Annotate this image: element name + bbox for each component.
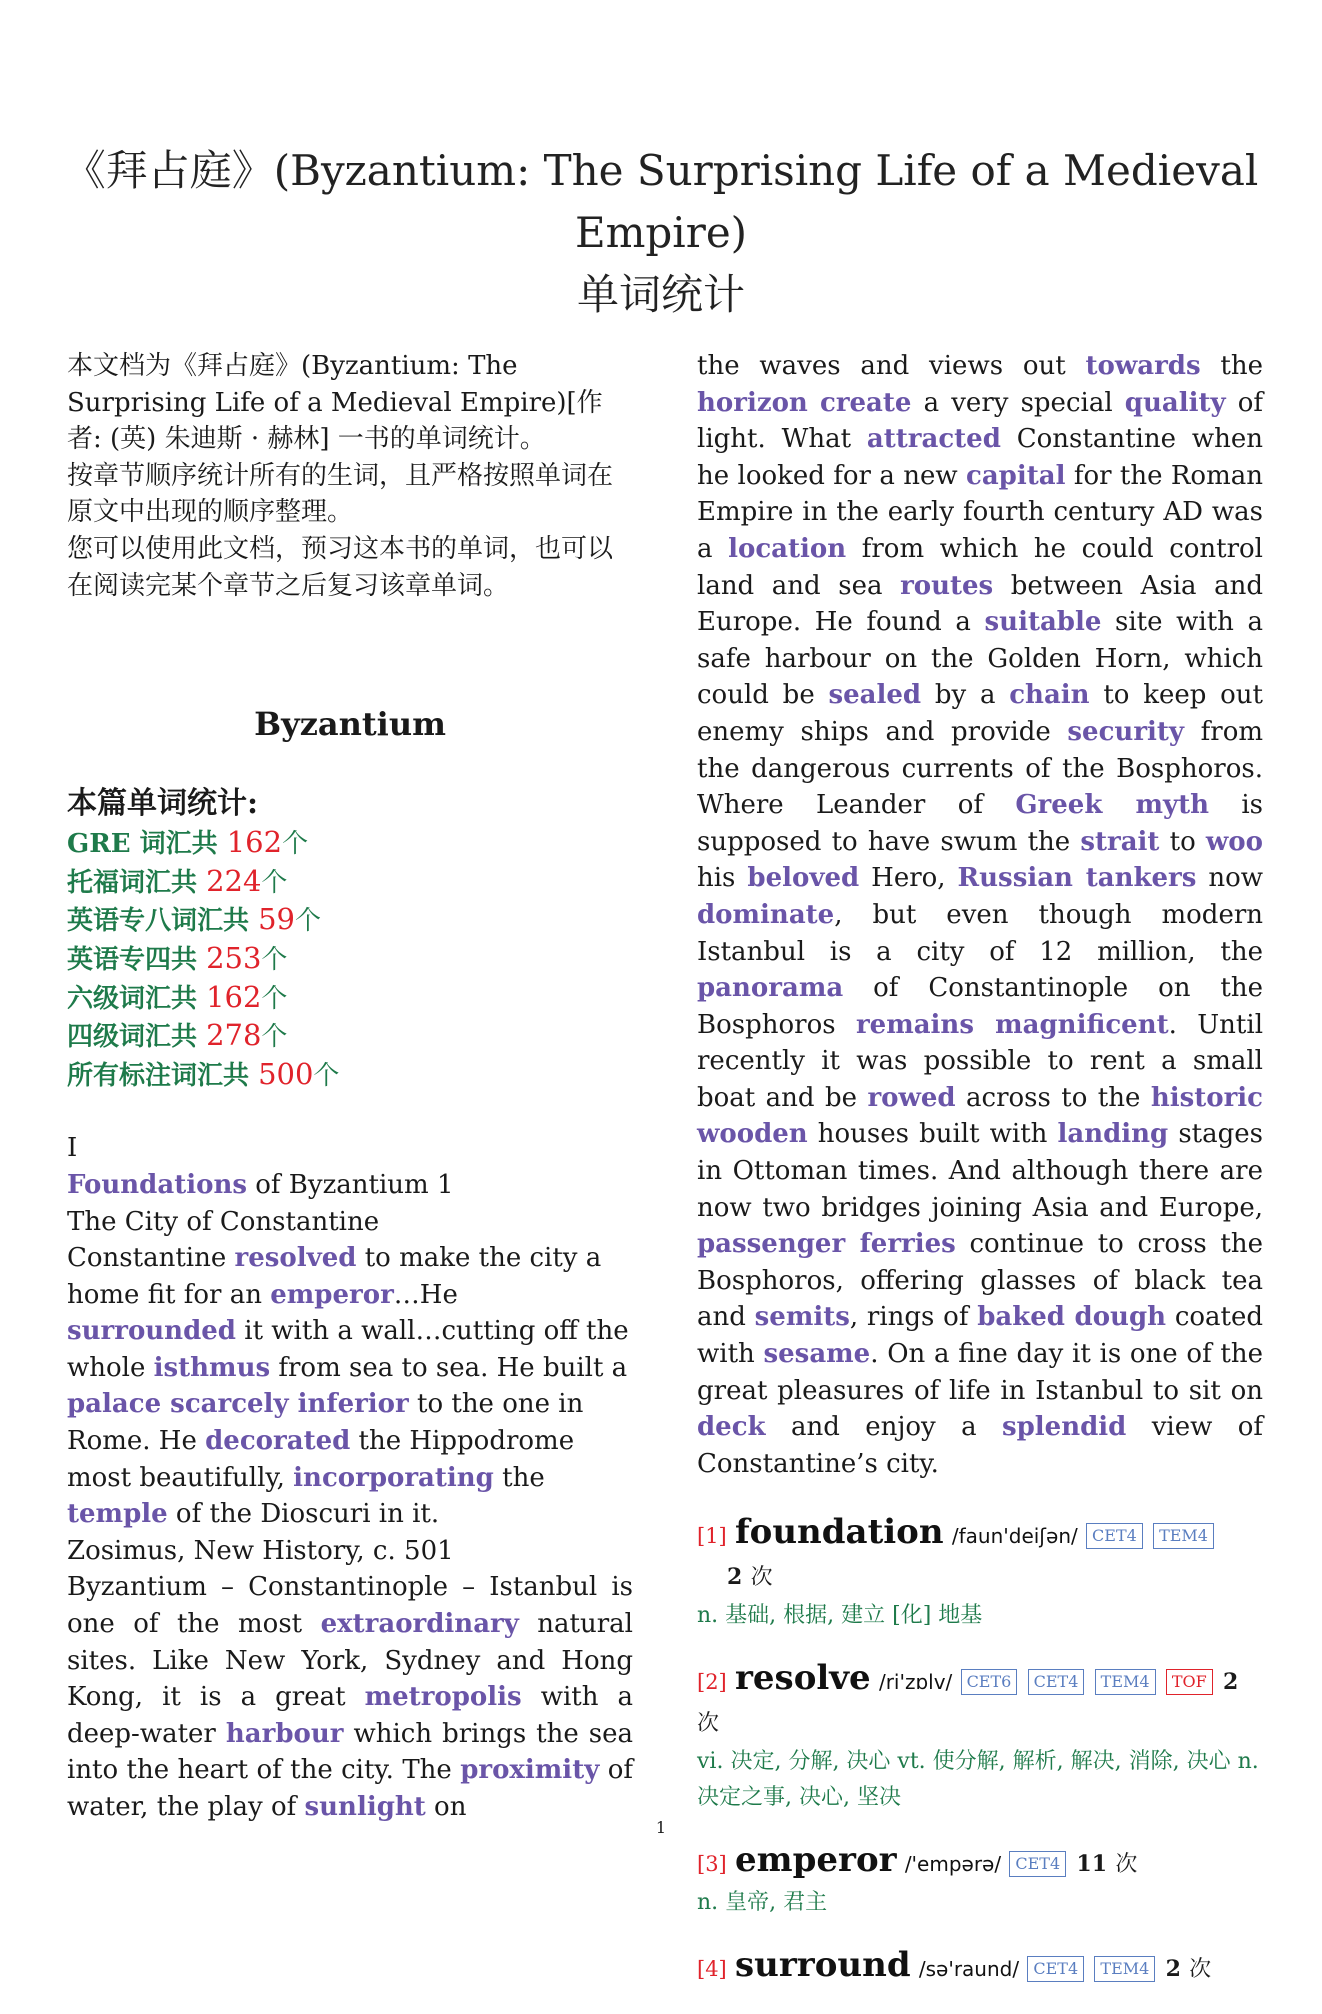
entry-count-unit: 次 <box>1189 1957 1212 1983</box>
vocab-entry <box>697 1658 1263 1816</box>
keyword: palace scarcely inferior <box>67 1389 409 1420</box>
entry-index: [4] <box>697 1957 727 1982</box>
keyword: strait <box>1080 826 1160 857</box>
chapter-heading <box>67 1167 633 1204</box>
stat-label: 英语专八词汇共 <box>67 906 259 937</box>
keyword: baked dough <box>977 1302 1167 1333</box>
entry-word: resolve <box>735 1658 871 1699</box>
right-column <box>697 348 1263 2014</box>
keyword: sunlight <box>304 1792 426 1822</box>
keyword: beloved <box>747 863 860 894</box>
title-line-1: 《拜占庭》(Byzantium: The Surprising Life of a Medieval Empire) <box>63 146 1259 257</box>
page-number: 1 <box>655 1818 667 1837</box>
stat-row <box>67 1017 633 1056</box>
stat-label: 英语专四共 <box>67 944 207 975</box>
epigraph: Constantine resolved to make the city a home fit for an emperor…He surrounded it with a wall…cutting off the whole isthmus from sea to sea. He built a palace scarcely inferior to the one in Rome. He decorated the Hippodrome most beautifully, incorporating the temple of the Dioscuri in it. <box>67 1243 629 1530</box>
chapter-heading-rest: of Byzantium 1 <box>246 1169 454 1200</box>
keyword: horizon <box>697 387 808 418</box>
stat-unit: 个 <box>282 829 309 860</box>
stat-unit: 个 <box>261 944 288 975</box>
level-tag: CET4 <box>1028 1669 1085 1695</box>
stat-unit: 个 <box>294 906 321 937</box>
entry-count-unit: 次 <box>697 1711 720 1737</box>
keyword: create <box>819 387 912 418</box>
keyword: rowed <box>867 1082 956 1113</box>
intro <box>67 348 633 604</box>
keyword: routes <box>900 570 994 601</box>
stat-unit: 个 <box>261 1022 288 1053</box>
keyword: harbour <box>225 1718 344 1749</box>
keyword: extraordinary <box>320 1609 519 1640</box>
keyword: metropolis <box>364 1682 522 1713</box>
keyword: splendid <box>1001 1412 1127 1443</box>
stat-unit: 个 <box>261 983 288 1014</box>
intro-paragraph: 您可以使用此文档，预习这本书的单词，也可以在阅读完某个章节之后复习该章单词。 <box>67 533 614 601</box>
stat-label: 托福词汇共 <box>67 867 207 898</box>
entry-definition: vi. 决定, 分解, 决心 vt. 使分解, 解析, 解决, 消除, 决心 n. 决定之事, 决心, 坚决 <box>697 1749 1259 1811</box>
vocab-list <box>697 1512 1263 1990</box>
intro-paragraph: 本文档为《拜占庭》(Byzantium: The Surprising Life of a Medieval Empire)[作者: (英) 朱迪斯 · 赫林] 一书的单词统计。 <box>67 351 603 455</box>
keyword: sesame <box>763 1339 871 1370</box>
keyword: woo <box>1205 826 1263 857</box>
keyword: semits <box>754 1302 850 1333</box>
keyword: passenger ferries <box>697 1229 956 1260</box>
stat-row <box>67 979 633 1018</box>
title-line-2: 单词统计 <box>576 270 745 319</box>
level-tag: TOF <box>1166 1669 1213 1695</box>
entry-word: foundation <box>735 1512 944 1553</box>
keyword: security <box>1067 716 1185 747</box>
citation: Zosimus, New History, c. 501 <box>67 1535 454 1566</box>
keyword: panorama <box>697 973 844 1004</box>
left-column <box>67 348 633 1826</box>
entry-phonetic: /'empərə/ <box>904 1852 1002 1877</box>
entry-index: [2] <box>697 1670 727 1695</box>
stat-row <box>67 824 633 863</box>
keyword: emperor <box>270 1279 394 1310</box>
keyword: deck <box>697 1412 766 1443</box>
body-paragraph: Byzantium – Constantinople – Istanbul is one of the most extraordinary natural sites. Like New York, Sydney and Hong Kong, it is a great metropolis with a deep-water harbour which brings the sea into the heart of the city. The proximity of water, the play of sunlight on <box>67 1572 634 1822</box>
keyword: proximity <box>460 1755 600 1786</box>
stat-count: 162 <box>206 979 262 1014</box>
entry-definition: n. 基础, 根据, 建立 [化] 地基 <box>697 1603 983 1629</box>
keyword: suitable <box>984 607 1102 638</box>
entry-index: [3] <box>697 1852 727 1877</box>
entry-phonetic: /sə'raund/ <box>918 1957 1020 1982</box>
stat-row <box>67 940 633 979</box>
entry-index: [1] <box>697 1524 727 1549</box>
stat-label: GRE 词汇共 <box>67 829 227 860</box>
level-tag: TEM4 <box>1153 1523 1214 1549</box>
entry-count: 2 <box>1223 1669 1239 1696</box>
keyword: chain <box>1009 680 1090 711</box>
level-tag: CET4 <box>1009 1851 1066 1877</box>
entry-count-unit: 次 <box>750 1565 773 1591</box>
stat-count: 253 <box>206 940 262 975</box>
stats-heading: 本篇单词统计: <box>67 786 259 822</box>
keyword: Greek myth <box>1015 790 1209 821</box>
level-tag: CET4 <box>1027 1956 1084 1982</box>
keyword: landing <box>1057 1119 1169 1150</box>
stat-label: 四级词汇共 <box>67 1022 207 1053</box>
keyword: historic wooden <box>697 1082 1263 1150</box>
keyword: capital <box>965 460 1066 491</box>
level-tag: TEM4 <box>1094 1956 1155 1982</box>
document-title <box>40 140 1282 326</box>
vocab-entry <box>697 1945 1263 1990</box>
stat-row <box>67 1056 633 1095</box>
keyword: quality <box>1124 387 1226 418</box>
stat-count: 59 <box>258 902 295 937</box>
stat-unit: 个 <box>261 867 288 898</box>
stats-list <box>67 824 633 1094</box>
stat-label: 六级词汇共 <box>67 983 207 1014</box>
keyword: attracted <box>866 424 1001 455</box>
keyword: resolved <box>234 1243 357 1274</box>
keyword: decorated <box>205 1426 351 1457</box>
intro-paragraph: 按章节顺序统计所有的生词，且严格按照单词在原文中出现的顺序整理。 <box>67 460 614 528</box>
keyword: Foundations <box>67 1169 247 1200</box>
entry-word: surround <box>735 1945 911 1986</box>
level-tag: CET4 <box>1086 1523 1143 1549</box>
keyword: incorporating <box>293 1462 494 1493</box>
stat-unit: 个 <box>313 1060 340 1091</box>
keyword: temple <box>67 1499 168 1530</box>
stat-count: 278 <box>206 1018 262 1053</box>
entry-phonetic: /ri'zɒlv/ <box>878 1670 953 1695</box>
keyword: Russian tankers <box>957 863 1197 894</box>
keyword: sealed <box>828 680 922 711</box>
chapter-subtitle: The City of Constantine <box>67 1206 380 1237</box>
section-title: Byzantium <box>254 705 446 744</box>
entry-count: 2 <box>727 1564 743 1591</box>
level-tag: CET6 <box>961 1669 1018 1695</box>
entry-word: emperor <box>735 1840 897 1881</box>
body-paragraph-continued: the waves and views out towards the horizon create a very special quality of light. What attracted Constantine when he looked for a new capital for the Roman Empire in the early fourth century AD was a location from which he could control land and sea routes between Asia and Europe. He found a suitable site with a safe harbour on the Golden Horn, which could be sealed by a chain to keep out enemy ships and provide security from the dangerous currents of the Bosphoros. Where Leander of Greek myth is supposed to have swum the strait to woo his beloved Hero, Russian tankers now dominate, but even though modern Istanbul is a city of 12 million, the panorama of Constantinople on the Bosphoros remains magnificent. Until recently it was possible to rent a small boat and be rowed across to the historic wooden houses built with landing stages in Ottoman times. And although there are now two bridges joining Asia and Europe, passenger ferries continue to cross the Bosphoros, offering glasses of black tea and semits, rings of baked dough coated with sesame. On a fine day it is one of the great pleasures of life in Istanbul to sit on deck and enjoy a splendid view of Constantine’s city. <box>697 351 1264 1479</box>
vocab-entry <box>697 1840 1263 1921</box>
stat-row <box>67 863 633 902</box>
entry-definition: n. 皇帝, 君主 <box>697 1890 828 1916</box>
keyword: surrounded <box>67 1316 236 1347</box>
entry-count: 2 <box>1165 1956 1181 1983</box>
entry-count-unit: 次 <box>1115 1852 1138 1878</box>
stat-count: 224 <box>206 863 262 898</box>
keyword: remains magnificent <box>855 1009 1169 1040</box>
keyword: dominate <box>697 899 835 930</box>
keyword: towards <box>1085 351 1201 381</box>
stat-label: 所有标注词汇共 <box>67 1060 259 1091</box>
entry-count: 11 <box>1076 1851 1108 1878</box>
vocab-entry <box>697 1512 1263 1634</box>
keyword: isthmus <box>153 1352 271 1383</box>
stat-count: 500 <box>258 1056 314 1091</box>
chapter-number: I <box>67 1133 78 1164</box>
level-tag: TEM4 <box>1095 1669 1156 1695</box>
stat-row <box>67 901 633 940</box>
keyword: location <box>728 533 847 564</box>
entry-phonetic: /faun'deiʃən/ <box>951 1524 1078 1549</box>
stat-count: 162 <box>226 825 283 860</box>
